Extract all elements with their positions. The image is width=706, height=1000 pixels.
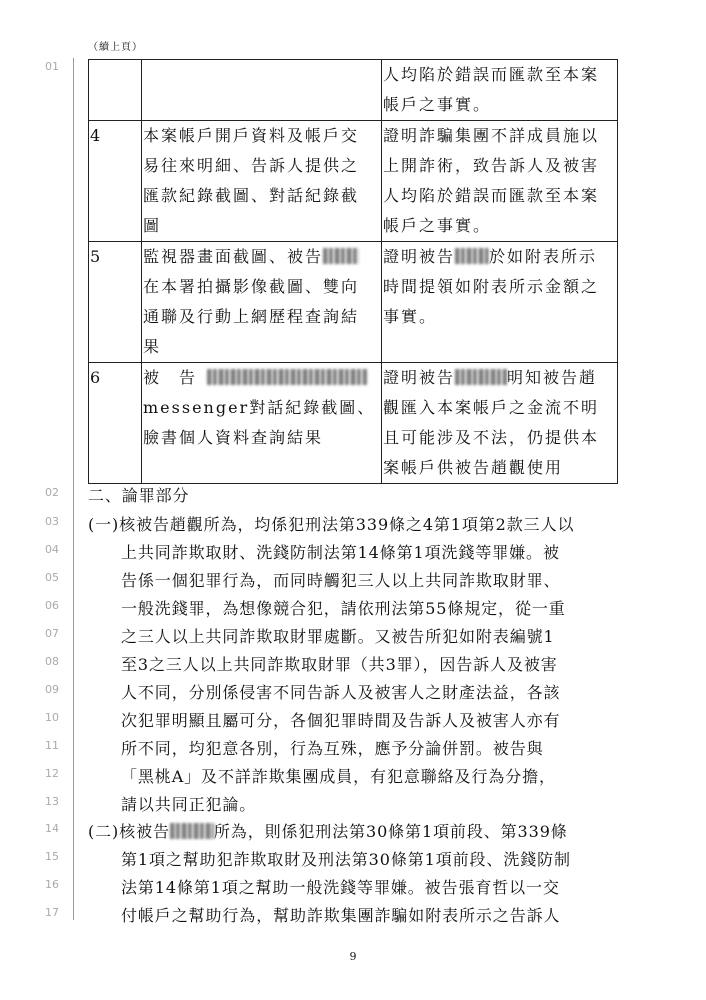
line-number: 09 — [45, 683, 59, 696]
paragraph-line: 法第14條第1項之幫助一般洗錢等罪嫌。被告張育哲以一交 — [121, 878, 560, 897]
section-heading: 二、論罪部分 — [88, 486, 190, 505]
cell-line — [143, 453, 381, 483]
line-number: 14 — [45, 822, 59, 835]
redacted-name — [323, 248, 359, 264]
line-number: 01 — [45, 60, 59, 73]
cell-line: 事實。 — [383, 307, 438, 326]
redacted-name — [207, 369, 367, 385]
paragraph-line: 上共同詐欺取財、洗錢防制法第14條第1項洗錢等罪嫌。被 — [121, 543, 560, 562]
redacted-name — [455, 369, 507, 385]
cell-line: 臉書個人資料查詢結果 — [143, 428, 324, 447]
continued-label: （續上頁） — [88, 42, 143, 53]
cell-evidence — [142, 60, 382, 121]
cell-line: messenger對話紀錄截圖、 — [143, 398, 376, 417]
cell-line: 帳戶之事實。 — [383, 216, 492, 235]
cell-purpose — [382, 363, 618, 484]
cell-text: 監視器畫面截圖、被告 — [143, 247, 324, 266]
cell-line: 易往來明細、告訴人提供之 — [143, 156, 360, 175]
cell-number — [89, 60, 142, 121]
table-row — [89, 121, 618, 242]
cell-text: 證明被告 — [383, 368, 456, 387]
paragraph-line: (一)核被告趙觀所為，均係犯刑法第339條之4第1項第2款三人以 — [88, 515, 575, 534]
cell-line: 匯款紀錄截圖、對話紀錄截 — [143, 186, 360, 205]
page-number: 9 — [349, 950, 357, 963]
line-number: 15 — [45, 850, 59, 863]
table-row — [89, 60, 618, 121]
table-row — [89, 242, 618, 363]
paragraph-line: 至3之三人以上共同詐欺取財罪（共3罪），因告訴人及被害 — [121, 655, 558, 674]
cell-line: 且可能涉及不法，仍提供本 — [383, 428, 600, 447]
cell-line — [383, 332, 617, 362]
cell-line: 在本署拍攝影像截圖、雙向 — [143, 277, 360, 296]
line-number: 03 — [45, 515, 59, 528]
line-number: 06 — [45, 599, 59, 612]
cell-text: 證明被告 — [383, 247, 456, 266]
redacted-name — [455, 248, 489, 264]
cell-line — [383, 363, 617, 393]
line-number: 13 — [45, 795, 59, 808]
line-number: 07 — [45, 627, 59, 640]
cell-evidence — [142, 242, 382, 363]
paragraph-line: 一般洗錢罪，為想像競合犯，請依刑法第55條規定，從一重 — [121, 599, 566, 618]
margin-rule — [73, 58, 74, 920]
cell-line — [383, 242, 617, 272]
paragraph-line: 請以共同正犯論。 — [121, 795, 257, 814]
paragraph-line: 第1項之幫助犯詐欺取財及刑法第30條第1項前段、洗錢防制 — [121, 850, 571, 869]
cell-evidence — [142, 363, 382, 484]
line-number: 05 — [45, 571, 59, 584]
line-number: 10 — [45, 711, 59, 724]
cell-purpose — [382, 60, 618, 121]
paragraph-text: (二)核被告 — [88, 822, 170, 841]
cell-line: 帳戶之事實。 — [383, 95, 492, 114]
evidence-table — [88, 59, 618, 484]
cell-line: 通聯及行動上網歷程查詢結 — [143, 307, 360, 326]
cell-number: 4 — [89, 121, 142, 242]
cell-line: 案帳戶供被告趙觀使用 — [383, 458, 564, 477]
cell-purpose — [382, 242, 618, 363]
redacted-name — [170, 823, 214, 839]
cell-line: 時間提領如附表所示金額之 — [383, 277, 600, 296]
cell-line — [143, 242, 381, 272]
cell-number: 5 — [89, 242, 142, 363]
cell-evidence — [142, 121, 382, 242]
line-number: 17 — [45, 906, 59, 919]
paragraph-line: 次犯罪明顯且屬可分，各個犯罪時間及告訴人及被害人亦有 — [121, 711, 561, 730]
cell-line: 本案帳戶開戶資料及帳戶交 — [143, 126, 360, 145]
cell-line: 果 — [143, 337, 162, 356]
line-number: 16 — [45, 878, 59, 891]
cell-line: 圖 — [143, 216, 162, 235]
paragraph-line: 人不同，分別係侵害不同告訴人及被害人之財產法益，各該 — [121, 683, 561, 702]
cell-text: 被 告 — [143, 368, 198, 387]
cell-number: 6 — [89, 363, 142, 484]
cell-line: 上開詐術，致告訴人及被害 — [383, 156, 600, 175]
paragraph-line: 付帳戶之幫助行為，幫助詐欺集團詐騙如附表所示之告訴人 — [121, 906, 561, 925]
table-row — [89, 363, 618, 484]
paragraph-line — [88, 819, 568, 842]
line-number: 04 — [45, 543, 59, 556]
cell-line: 證明詐騙集團不詳成員施以 — [383, 126, 600, 145]
line-number: 11 — [45, 739, 59, 752]
cell-text: 於如附表所示 — [489, 247, 598, 266]
paragraph-line: 之三人以上共同詐欺取財罪處斷。又被告所犯如附表編號1 — [121, 627, 555, 646]
cell-line: 人均陷於錯誤而匯款至本案 — [383, 186, 600, 205]
paragraph-line: 「黑桃A」及不詳詐欺集團成員，有犯意聯絡及行為分擔， — [121, 767, 556, 786]
line-number: 02 — [45, 486, 59, 499]
cell-purpose — [382, 121, 618, 242]
cell-line: 人均陷於錯誤而匯款至本案 — [383, 65, 600, 84]
cell-text: 明知被告趙 — [507, 368, 598, 387]
cell-line: 觀匯入本案帳戶之金流不明 — [383, 398, 600, 417]
paragraph-line: 所不同，均犯意各別，行為互殊，應予分論併罰。被告與 — [121, 739, 544, 758]
cell-line — [143, 363, 381, 393]
paragraph-line: 告係一個犯罪行為，而同時觸犯三人以上共同詐欺取財罪、 — [121, 571, 561, 590]
line-number: 08 — [45, 655, 59, 668]
paragraph-text: 所為，則係犯刑法第30條第1項前段、第339條 — [213, 822, 568, 841]
line-number: 12 — [45, 767, 59, 780]
